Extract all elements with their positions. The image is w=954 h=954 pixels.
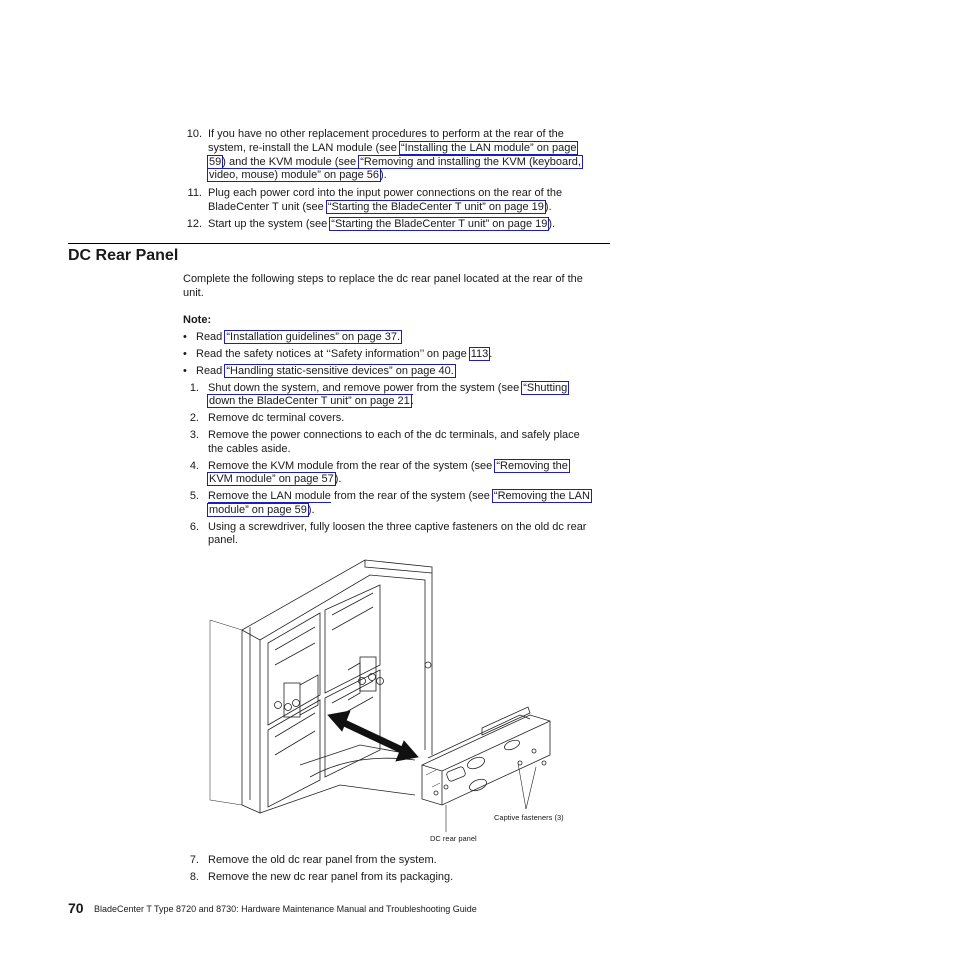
link-shut-down-system[interactable]: Shut down the system, and remove power (208, 382, 414, 394)
link-page-113[interactable]: 113 (470, 348, 489, 360)
link-remove-kvm[interactable]: Remove the KVM module (208, 460, 334, 472)
step-number: 4. (189, 460, 199, 472)
link-removing-the-kvm[interactable]: “Removing the (496, 460, 568, 472)
step-text: Remove dc terminal covers. (208, 412, 345, 424)
step-text: down the BladeCenter T unit” on page 21. (209, 395, 414, 407)
step-text: If you have no other replacement procedures to perform at the rear of the (208, 128, 564, 140)
step-number: 7. (189, 854, 199, 866)
section-rule (68, 243, 610, 244)
bullet-item: Read “Installation guidelines” on page 37. (196, 331, 401, 343)
intro-text: unit. (183, 287, 204, 299)
step-number: 3. (189, 429, 199, 441)
page-number: 70 (68, 900, 84, 916)
link-remove-lan[interactable]: Remove the LAN module (208, 490, 331, 502)
bullet-glyph: • (183, 365, 187, 377)
link-shutting-down-page-21[interactable]: down the BladeCenter T unit” on page 21 (209, 395, 410, 407)
footer-text: BladeCenter T Type 8720 and 8730: Hardware Maintenance Manual and Troubleshooting Guide (94, 904, 477, 914)
step-text: video, mouse) module” on page 56). (209, 169, 387, 181)
step-text: system, re-install the LAN module (see “Installing the LAN module” on page (208, 142, 577, 154)
link-kvm-page-56[interactable]: video, mouse) module” on page 56 (209, 169, 379, 181)
step-text: Remove the new dc rear panel from its packaging. (208, 871, 454, 883)
link-page-59[interactable]: 59 (209, 156, 222, 168)
step-text: Plug each power cord into the input power connections on the rear of the (208, 187, 563, 199)
step-number: 11. (187, 187, 202, 199)
label-dc-rear-panel: DC rear panel (430, 834, 477, 843)
step-text: Start up the system (see “Starting the BladeCenter T unit” on page 19). (208, 218, 556, 230)
link-shutting-down[interactable]: “Shutting (523, 382, 568, 394)
link-installing-lan-module[interactable]: “Installing the LAN module” on page (400, 142, 577, 154)
chassis-drawing (210, 560, 432, 813)
link-kvm-page-57[interactable]: KVM module” on page 57 (209, 473, 334, 485)
step-number: 6. (189, 521, 199, 533)
step-text: Remove the LAN module from the rear of the system (see “Removing the LAN (208, 490, 590, 502)
dc-rear-panel-drawing (422, 707, 550, 805)
step-text: Remove the old dc rear panel from the system. (208, 854, 437, 866)
step-number: 1. (189, 382, 199, 394)
bullet-glyph: • (183, 331, 187, 343)
step-text: the cables aside. (208, 443, 291, 455)
link-starting-bladecenter[interactable]: “Starting the BladeCenter T unit” on page 19 (327, 201, 544, 213)
step-number: 10. (186, 128, 202, 140)
label-captive-fasteners: Captive fasteners (3) (494, 813, 564, 822)
link-removing-the-lan[interactable]: “Removing the LAN (493, 490, 590, 502)
link-handling-static-sensitive[interactable]: “Handling static-sensitive devices” on page 40. (226, 365, 454, 377)
step-text: Shut down the system, and remove power from the system (see “Shutting (208, 382, 568, 394)
step-number: 5. (189, 490, 199, 502)
link-starting-bladecenter[interactable]: “Starting the BladeCenter T unit” on page 19 (331, 218, 548, 230)
step-text: panel. (208, 534, 238, 546)
step-text: Remove the power connections to each of the dc terminals, and safely place (208, 429, 580, 441)
step-text: module” on page 59). (209, 504, 315, 516)
section-title: DC Rear Panel (68, 247, 179, 264)
bullet-item: Read “Handling static-sensitive devices” on page 40. (196, 365, 454, 377)
bullet-item: Read the safety notices at ‘‘Safety information’’ on page 113. (196, 348, 493, 360)
step-text: KVM module” on page 57). (209, 473, 342, 485)
step-number: 8. (189, 871, 199, 883)
step-text: BladeCenter T unit (see “Starting the BladeCenter T unit” on page 19). (208, 201, 552, 213)
step-number: 12. (186, 218, 202, 230)
step-number: 2. (189, 412, 199, 424)
step-text: 59) and the KVM module (see “Removing and installing the KVM (keyboard, (209, 156, 581, 168)
bullet-glyph: • (183, 348, 187, 360)
step-text: Using a screwdriver, fully loosen the three captive fasteners on the old dc rear (208, 521, 587, 533)
link-installation-guidelines[interactable]: “Installation guidelines” on page 37. (226, 331, 401, 343)
step-text: Remove the KVM module from the rear of the system (see “Removing the (208, 460, 568, 472)
note-label: Note: (183, 314, 212, 326)
link-lan-page-59[interactable]: module” on page 59 (209, 504, 307, 516)
link-removing-kvm-module[interactable]: “Removing and installing the KVM (keyboard, (360, 156, 581, 168)
intro-text: Complete the following steps to replace the dc rear panel located at the rear of the (183, 273, 583, 285)
dc-rear-panel-illustration (200, 555, 570, 855)
